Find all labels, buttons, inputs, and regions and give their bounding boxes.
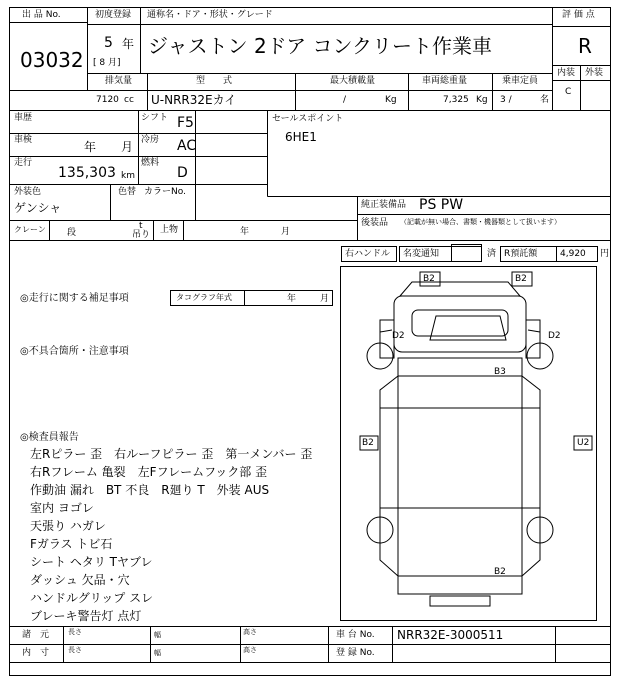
max-load-label: 最大積載量 [330,76,376,86]
recycle-deposit-unit: 円 [600,249,610,259]
damage-mark: B2 [494,567,506,577]
mileage-label: 走行 [14,158,33,168]
inspector-line: 左Rピラー 歪 右ルーフピラー 歪 第一メンバー 歪 [30,447,313,461]
car-name-label: 通称名・ドア・形状・グレード [147,10,273,20]
driving-notes-heading: ◎走行に関する補足事項 [20,293,129,304]
aftermarket-label: 後装品 [361,218,389,228]
chassis-label: 車 台 No. [336,630,375,640]
width-label: 幅 [154,649,161,657]
upper-year-unit: 年 [240,227,250,237]
fuel-value: D [177,165,188,181]
gross-weight-unit: Kg [476,95,488,105]
damage-mark: D2 [548,331,561,341]
inspector-line: ダッシュ 欠品・穴 [30,573,130,587]
width-label: 幅 [154,631,161,639]
inspector-line: 右Rフレーム 亀裂 左Fフレームフック部 歪 [30,465,268,479]
lot-label: 出 品 No. [22,10,61,20]
height-label: 高さ [243,628,257,636]
crane-ton-unit: t [139,221,143,231]
lot-number: 03032 [20,48,84,72]
mileage-value: 135,303 [58,165,116,181]
tachograph-label: タコグラフ年式 [176,293,232,302]
mileage-unit: km [121,171,135,181]
exterior-grade: C [565,87,572,97]
inspector-line: ブレーキ警告灯 点灯 [30,609,142,623]
tachograph-month-unit: 月 [320,294,330,304]
recycle-deposit-label: R預託額 [504,249,538,259]
length-label: 長さ [68,646,82,654]
inspection-month-unit: 月 [121,140,134,154]
defect-notes-heading: ◎不具合箇所・注意事項 [20,346,129,357]
crane-lift-unit: 吊り [132,230,151,240]
inspector-line: 天張り ハガレ [30,519,106,533]
aftermarket-note: （記載が無い場合、書類・機器類として扱います） [400,218,561,226]
damage-mark: B2 [423,274,435,284]
color-label: 外装色 [14,187,42,197]
overall-rating: R [578,34,592,58]
upper-month-unit: 月 [281,227,291,237]
inspection-label: 車検 [14,135,33,145]
equipment-label: 純正装備品 [361,200,407,210]
rename-done-label: 済 [487,249,497,259]
fuel-label: 燃料 [141,158,160,168]
color-no-label: カラーNo. [144,187,186,197]
equipment-value: PS PW [419,197,464,213]
max-load-value: / [343,95,347,105]
height-label: 高さ [243,646,257,654]
shift-value: F5 [177,115,194,131]
crane-label: クレーン [14,225,46,234]
gross-weight-label: 車両総重量 [422,76,468,86]
first-reg-month: [ 8 月] [93,58,121,68]
first-reg-year-unit: 年 [122,37,135,51]
inspector-line: Fガラス トビ石 [30,537,113,551]
model-value: U-NRR32Eカイ [151,93,237,107]
displacement-label: 排気量 [105,76,133,86]
spec-row-label: 諸 元 [22,630,50,640]
registration-label: 登 録 No. [336,648,375,658]
damage-mark: B3 [494,367,506,377]
recycle-deposit-value: 4,920 [560,249,586,259]
inspector-line: 作動油 漏れ BT 不良 R廻り T 外装 AUS [30,483,270,497]
sales-point-value: 6HE1 [285,130,317,144]
displacement-value: 7120 [96,95,119,105]
inspection-year-unit: 年 [84,140,97,154]
gross-weight-value: 7,325 [443,95,469,105]
capacity-value: 3 / [500,95,512,105]
damage-mark: U2 [577,438,590,448]
rating-label: 評 価 点 [562,10,595,20]
upper-body-label: 上物 [160,225,179,235]
inspector-line: ハンドルグリップ スレ [30,591,154,605]
tachograph-year-unit: 年 [287,294,297,304]
inspector-report-heading: ◎検査員報告 [20,432,79,443]
rename-notice-label: 名変通知 [403,249,440,259]
first-reg-label: 初度登録 [95,10,132,20]
max-load-unit: Kg [385,95,397,105]
capacity-label: 乗車定員 [502,76,539,86]
length-label: 長さ [68,628,82,636]
interior-dim-label: 内 寸 [22,648,50,658]
damage-mark: D2 [392,331,405,341]
shift-label: シフト [141,113,169,123]
damage-mark: B2 [362,438,374,448]
crane-stage-unit: 段 [67,228,77,238]
steering-label: 右ハンドル [345,249,391,259]
color-change-label: 色替 [118,187,137,197]
chassis-number: NRR32E-3000511 [397,628,504,642]
inspector-line: シート ヘタリ Tヤブレ [30,555,153,569]
model-label: 型 式 [196,76,233,86]
car-name: ジャストン 2ドア コンクリート作業車 [148,34,493,58]
exterior-label: 外装 [585,68,604,78]
interior-label: 内装 [557,68,576,78]
sales-point-label: セールスポイント [272,114,344,124]
color-value: ゲンシャ [14,201,62,215]
displacement-unit: cc [124,95,134,105]
capacity-unit: 名 [540,95,550,105]
damage-mark: B2 [515,274,527,284]
history-label: 車歴 [14,113,33,123]
inspector-line: 室内 ヨゴレ [30,501,94,515]
ac-value: AC [177,138,197,154]
first-reg-year: 5 [104,35,113,51]
ac-label: 冷房 [141,135,160,145]
